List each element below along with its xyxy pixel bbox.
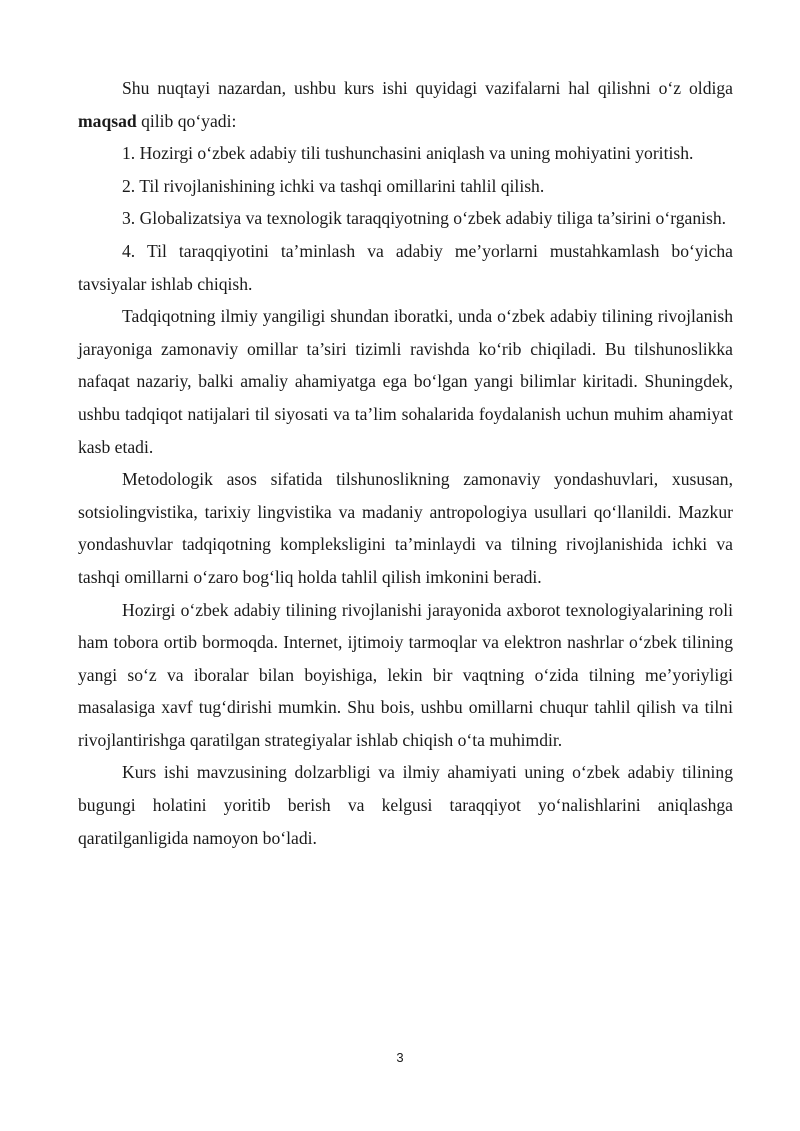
methodology-paragraph: Metodologik asos sifatida tilshunoslikning zamonaviy yondashuvlari, xususan, sotsiolingvistika, tarixiy lingvistika va madaniy antropologiya usullari qo‘llanildi. Mazkur yondashuvlar tadqiqotning kompleksligini ta’minlaydi va tilning rivojlanishida ichki va tashqi omillarni o‘zaro bog‘liq holda tahlil qilish imkonini beradi. <box>78 469 733 587</box>
task-item-3: 3. Globalizatsiya va texnologik taraqqiyotning o‘zbek adabiy tiliga ta’sirini o‘rganish. <box>122 208 727 229</box>
task-item-2: 2. Til rivojlanishining ichki va tashqi omillarini tahlil qilish. <box>122 175 545 196</box>
technology-paragraph: Hozirgi o‘zbek adabiy tilining rivojlanishi jarayonida axborot texnologiyalarining roli ham tobora ortib bormoqda. Internet, ijtimoiy tarmoqlar va elektron nashrlar o‘zbek tilining yangi so‘z va iboralar bilan boyishiga, lekin bir vaqtning o‘zida tilning me’yoriyligi masalasiga xavf tug‘dirishi mumkin. Shu bois, ushbu omillarni chuqur tahlil qilish va tilni rivojlantirishga qaratilgan strategiyalar ishlab chiqish o‘ta muhimdir. <box>78 599 733 750</box>
task-item-1: 1. Hozirgi o‘zbek adabiy tili tushunchasini aniqlash va uning mohiyatini yoritish. <box>122 143 694 164</box>
task-item-4: 4. Til taraqqiyotini ta’minlash va adabiy me’yorlarni mustahkamlash bo‘yicha tavsiyalar ishlab chiqish. <box>78 240 733 294</box>
intro-text-before: Shu nuqtayi nazardan, ushbu kurs ishi quyidagi vazifalarni hal qilishni o‘z oldiga <box>122 78 733 98</box>
relevance-paragraph: Kurs ishi mavzusining dolzarbligi va ilmiy ahamiyati uning o‘zbek adabiy tilining bugungi holatini yoritib berish va kelgusi taraqqiyot yo‘nalishlarini aniqlashga qaratilganligida namoyon bo‘ladi. <box>78 762 733 848</box>
intro-paragraph <box>78 72 733 137</box>
intro-text-after: qilib qo‘yadi: <box>136 110 237 131</box>
document-page <box>78 72 733 854</box>
page-number: 3 <box>396 1050 404 1065</box>
intro-bold-word: maqsad <box>78 110 137 131</box>
novelty-paragraph: Tadqiqotning ilmiy yangiligi shundan iboratki, unda o‘zbek adabiy tilining rivojlanish jarayoniga zamonaviy omillar ta’siri tizimli ravishda ko‘rib chiqiladi. Bu tilshunoslikka nafaqat nazariy, balki amaliy ahamiyatga ega bo‘lgan yangi bilimlar kiritadi. Shuningdek, ushbu tadqiqot natijalari til siyosati va ta’lim sohalarida foydalanish uchun muhim ahamiyat kasb etadi. <box>78 306 733 457</box>
